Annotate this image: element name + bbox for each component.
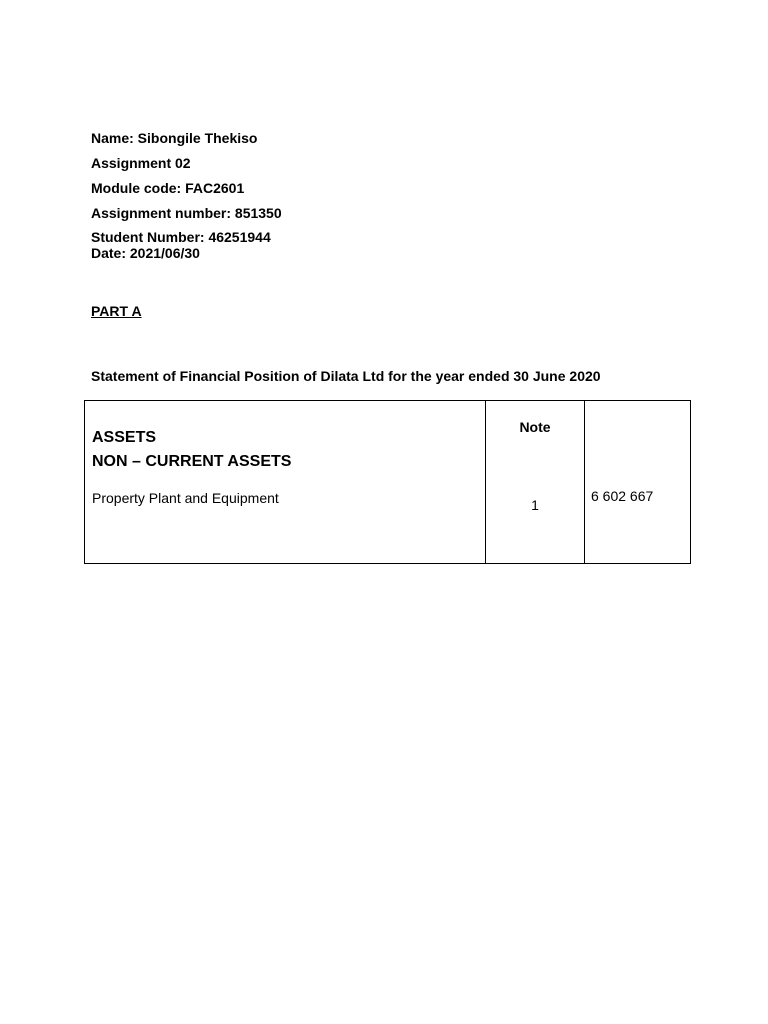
statement-title: Statement of Financial Position of Dilata Ltd for the year ended 30 June 2020	[91, 368, 601, 384]
module-code: Module code: FAC2601	[91, 180, 245, 196]
table-row	[85, 401, 691, 564]
ppe-label: Property Plant and Equipment	[92, 490, 279, 506]
note-value: 1	[531, 497, 539, 513]
part-heading: PART A	[91, 303, 142, 319]
description-cell	[85, 401, 486, 564]
assets-heading	[92, 426, 291, 474]
ppe-amount: 6 602 667	[591, 488, 654, 504]
assignment-number: Assignment number: 851350	[91, 205, 282, 221]
student-number: Student Number: 46251944	[91, 229, 271, 245]
note-header: Note	[519, 419, 551, 435]
financial-position-table	[84, 400, 691, 564]
assets-heading-line2: NON – CURRENT ASSETS	[92, 453, 292, 470]
student-name: Name: Sibongile Thekiso	[91, 130, 258, 146]
assets-heading-line1: ASSETS	[92, 429, 157, 446]
note-cell	[486, 401, 585, 564]
amount-cell	[585, 401, 691, 564]
date: Date: 2021/06/30	[91, 245, 200, 261]
assignment-label: Assignment 02	[91, 155, 191, 171]
